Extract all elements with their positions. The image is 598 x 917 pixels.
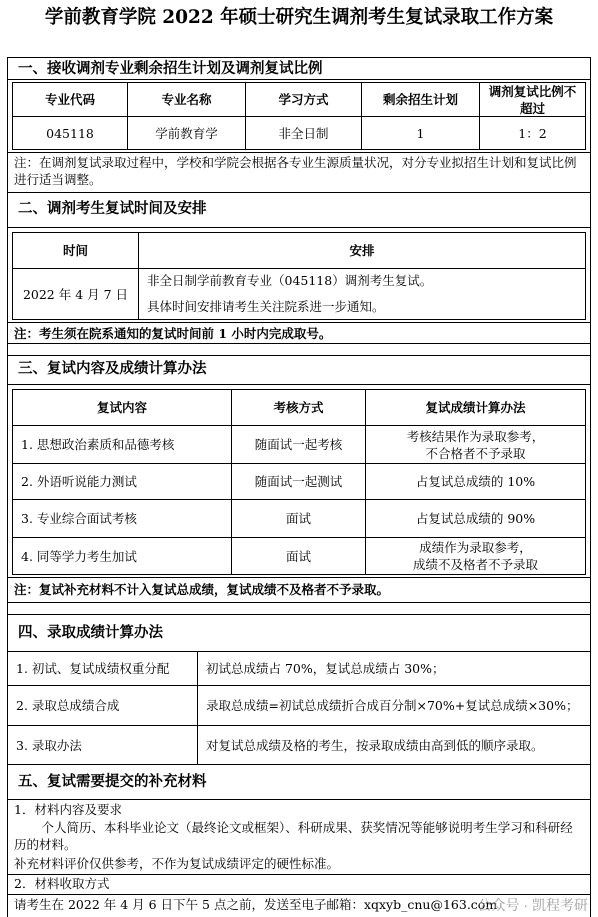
section-3-inner-table	[12, 389, 586, 575]
row-3-mode: 面试	[232, 500, 366, 538]
cell-name: 学前教育学	[128, 117, 246, 149]
col-header-content: 复试内容	[13, 390, 232, 426]
col-header-assessment: 考核方式	[232, 390, 366, 426]
col-header-name: 专业名称	[128, 83, 246, 117]
row-1-calc	[366, 426, 585, 464]
watermark: 公众号 · 凯程考研	[477, 897, 588, 913]
s4-row-2-label: 2. 录取总成绩合成	[8, 686, 198, 726]
col-header-remaining: 剩余招生计划	[362, 83, 480, 117]
col-header-mode: 学习方式	[246, 83, 362, 117]
section-1-table	[8, 80, 590, 152]
s5-item-1-note: 补充材料评价仅供参考，不作为复试成绩评定的硬性标准。	[8, 855, 590, 875]
row-2-calc: 占复试总成绩的 10%	[366, 464, 585, 500]
row-4-calc-line-2: 成绩不及格者不予录取	[412, 557, 538, 572]
s5-item-1: 1．材料内容及要求	[14, 802, 122, 817]
row-1-calc-line-2: 不合格者不予录取	[425, 445, 526, 461]
cell-remaining: 1	[362, 117, 480, 149]
row-1-calc-line-1: 考核结果作为录取参考，	[406, 428, 545, 444]
s5-item-2-text: 请考生在 2022 年 4 月 6 日下午 5 点之前，发送至电子邮箱：xqxyb_cnu@163.com	[14, 897, 498, 912]
row-4-mode: 面试	[232, 538, 366, 574]
row-1-content: 1. 思想政治素质和品德考核	[13, 426, 232, 464]
section-2-note: 注：考生须在院系通知的复试时间前 1 小时内完成取号。	[8, 322, 590, 344]
col-header-time: 时间	[13, 233, 139, 269]
section-3-heading: 三、复试内容及成绩计算办法	[8, 355, 590, 385]
row-4-calc	[366, 538, 585, 574]
s4-row-1-label: 1. 初试、复试成绩权重分配	[8, 652, 198, 686]
section-1-inner-table	[12, 82, 586, 150]
document-title: 学前教育学院 2022 年硕士研究生调剂考生复试录取工作方案	[44, 7, 554, 28]
col-header-arrangement: 安排	[139, 233, 585, 269]
col-header-code: 专业代码	[13, 83, 128, 117]
s4-row-2-text: 录取总成绩=初试总成绩折合成百分制×70%+复试总成绩×30%；	[198, 686, 590, 726]
col-header-ratio: 调剂复试比例不超过	[480, 83, 585, 117]
row-2-mode: 随面试一起测试	[232, 464, 366, 500]
s4-row-3-text: 对复试总成绩及格的考生，按录取成绩由高到低的顺序录取。	[206, 737, 544, 753]
cell-arrangement-1: 非全日制学前教育专业（045118）调剂考生复试。	[147, 272, 433, 288]
row-3-calc: 占复试总成绩的 90%	[366, 500, 585, 538]
section-4-heading: 四、录取成绩计算办法	[8, 614, 590, 652]
row-1-mode: 随面试一起考核	[232, 426, 366, 464]
section-4-table	[8, 652, 590, 764]
cell-code: 045118	[13, 117, 128, 149]
section-2-table	[8, 228, 590, 322]
col-header-calculation: 复试成绩计算办法	[366, 390, 585, 426]
s5-item-2: 2．材料收取方式	[8, 875, 590, 895]
section-3-table	[8, 385, 590, 577]
row-3-content: 3. 专业综合面试考核	[13, 500, 232, 538]
cell-date: 2022 年 4 月 7 日	[13, 269, 139, 319]
section-3-note: 注：复试补充材料不计入复试总成绩，复试成绩不及格者不予录取。	[8, 577, 590, 603]
section-1-note: 注：在调剂复试录取过程中，学校和学院会根据各专业生源质量状况，对分专业拟招生计划和复试比例进行适当调整。	[8, 152, 590, 193]
cell-ratio: 1：2	[518, 125, 547, 141]
s5-item-1-text: 个人简历、本科毕业论文（最终论文或框架）、科研成果、获奖情况等能够说明考生学习和科研经历的材料。	[14, 820, 573, 852]
section-1-heading: 一、接收调剂专业剩余招生计划及调剂复试比例	[8, 58, 590, 80]
section-5-heading: 五、复试需要提交的补充材料	[8, 764, 590, 800]
row-4-calc-line-1: 成绩作为录取参考，	[419, 540, 532, 555]
s4-row-1-text: 初试总成绩占 70%，复试总成绩占 30%；	[198, 652, 590, 686]
cell-arrangement-2: 具体时间安排请考生关注院系进一步通知。	[147, 298, 385, 314]
section-2-heading: 二、调剂考生复试时间及安排	[8, 194, 590, 228]
cell-mode: 非全日制	[246, 117, 362, 149]
row-2-content: 2. 外语听说能力测试	[13, 464, 232, 500]
s4-row-3-label: 3. 录取办法	[8, 726, 198, 764]
row-4-content: 4. 同等学力考生加试	[13, 538, 232, 574]
section-2-inner-table	[12, 232, 586, 320]
